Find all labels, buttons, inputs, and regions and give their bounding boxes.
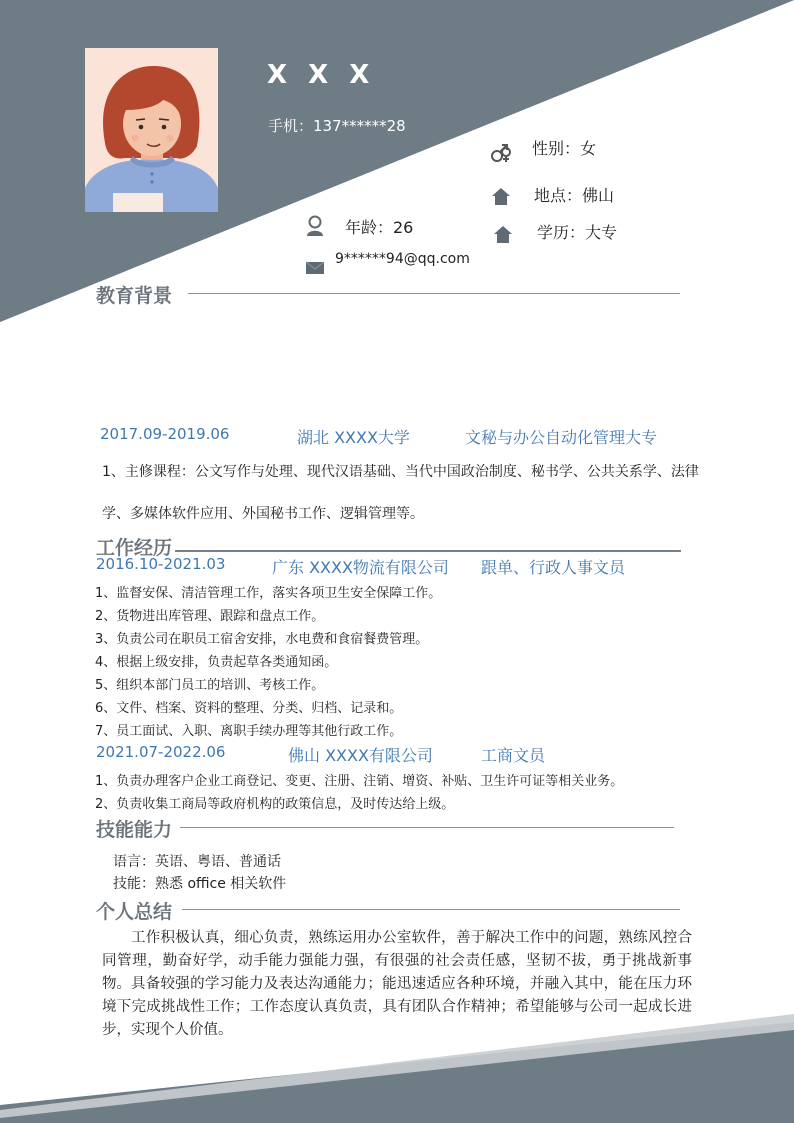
education-school: 湖北 XXXX大学 bbox=[297, 428, 410, 447]
education-courses-line2: 学、多媒体软件应用、外国秘书工作、逻辑管理等。 bbox=[102, 506, 424, 522]
education-major: 文秘与办公自动化管理大专 bbox=[465, 428, 658, 447]
section-rule-work bbox=[175, 550, 681, 552]
job2-duty: 1、负责办理客户企业工商登记、变更、注册、注销、增资、补贴、卫生许可证等相关业务。 bbox=[95, 774, 624, 789]
person-icon bbox=[304, 214, 326, 238]
section-title-work: 工作经历 bbox=[96, 537, 173, 559]
candidate-name: X X X bbox=[267, 60, 376, 90]
education-period: 2017.09-2019.06 bbox=[100, 425, 230, 443]
envelope-icon bbox=[305, 260, 325, 276]
section-title-summary: 个人总结 bbox=[96, 901, 173, 923]
skills-software: 技能：熟悉 office 相关软件 bbox=[113, 876, 287, 892]
job2-duty: 2、负责收集工商局等政府机构的政策信息，及时传达给上级。 bbox=[95, 797, 455, 812]
job1-duty: 3、负责公司在职员工宿舍安排，水电费和食宿餐费管理。 bbox=[95, 632, 429, 647]
education-courses-line1: 1、主修课程：公文写作与处理、现代汉语基础、当代中国政治制度、秘书学、公共关系学、法律 bbox=[102, 464, 699, 480]
job2-company: 佛山 XXXX有限公司 bbox=[288, 746, 433, 765]
summary-paragraph-1: 工作积极认真，细心负责，熟练运用办公室软件，善于解决工作中的问题，熟练风控合同管理，勤奋好学，动手能力强能力强，有很强的社会责任感，坚韧不拔，勇于挑战新事物。 bbox=[102, 930, 692, 992]
job1-period: 2016.10-2021.03 bbox=[96, 555, 226, 573]
skills-languages: 语言：英语、粤语、普通话 bbox=[113, 854, 281, 870]
section-rule-skills bbox=[180, 827, 674, 828]
job1-duty: 6、文件、档案、资料的整理、分类、归档、记录和。 bbox=[95, 701, 403, 716]
section-title-education: 教育背景 bbox=[96, 285, 173, 307]
job1-role: 跟单、行政人事文员 bbox=[481, 558, 626, 577]
location-field: 地点：佛山 bbox=[534, 186, 615, 205]
email-field: 9******94@qq.com bbox=[335, 251, 470, 267]
education-level-field: 学历：大专 bbox=[537, 223, 618, 242]
gender-field: 性别：女 bbox=[532, 139, 597, 158]
summary-paragraph-2: 具备较强的学习能力及表达沟通能力；能迅速适应各种环境，并融入其中，能在压力环境下完成挑战性工作；工作态度认真负责，具有团队合作精神；希望能够与公司一起成长进步，实现个人价值。 bbox=[102, 976, 692, 1038]
profile-photo bbox=[85, 48, 218, 212]
phone-number: 手机：137******28 bbox=[268, 117, 406, 135]
section-rule-summary bbox=[182, 909, 680, 910]
age-field: 年龄：26 bbox=[345, 218, 414, 237]
job1-duty: 7、员工面试、入职、离职手续办理等其他行政工作。 bbox=[95, 724, 403, 739]
job2-role: 工商文员 bbox=[481, 746, 546, 765]
job1-duty: 2、货物进出库管理、跟踪和盘点工作。 bbox=[95, 609, 325, 624]
gender-icon bbox=[488, 140, 514, 166]
job2-period: 2021.07-2022.06 bbox=[96, 743, 226, 761]
job1-company: 广东 XXXX物流有限公司 bbox=[272, 558, 449, 577]
section-title-skills: 技能能力 bbox=[96, 819, 173, 841]
job1-duty: 5、组织本部门员工的培训、考核工作。 bbox=[95, 678, 325, 693]
job1-duty: 1、监督安保、清洁管理工作，落实各项卫生安全保障工作。 bbox=[95, 586, 442, 601]
home-icon bbox=[490, 185, 512, 207]
job1-duty: 4、根据上级安排，负责起草各类通知函。 bbox=[95, 655, 338, 670]
section-rule-education bbox=[188, 293, 680, 294]
education-home-icon bbox=[492, 223, 514, 245]
